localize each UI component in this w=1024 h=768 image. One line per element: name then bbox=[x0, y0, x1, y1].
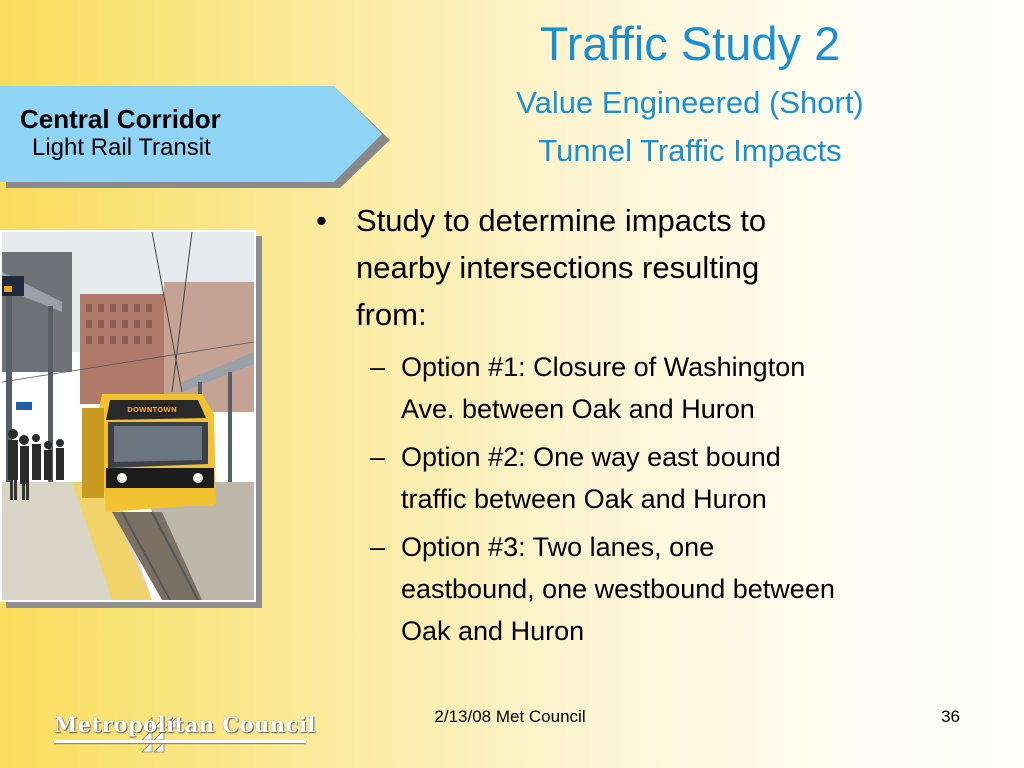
option-3-line-1: Option #3: Two lanes, one bbox=[401, 532, 715, 562]
main-bullet-line-3: from: bbox=[356, 297, 427, 332]
main-bullet-line-2: nearby intersections resulting bbox=[356, 250, 760, 285]
sub-bullet-dash: – bbox=[370, 442, 386, 472]
slide-number: 36 bbox=[941, 707, 960, 726]
main-bullet bbox=[312, 197, 972, 338]
bullet-list bbox=[312, 197, 972, 652]
option-2-line-2: traffic between Oak and Huron bbox=[401, 484, 767, 514]
option-1-line-1: Option #1: Closure of Washington bbox=[401, 352, 806, 382]
main-bullet-line-1: Study to determine impacts to bbox=[356, 203, 767, 238]
badge-title: Central Corridor bbox=[20, 104, 221, 134]
photo-image bbox=[0, 230, 256, 602]
logo-underline bbox=[54, 740, 306, 743]
sub-bullet-option-2 bbox=[312, 436, 972, 520]
sub-bullet-option-3 bbox=[312, 526, 972, 652]
sub-bullet-option-1 bbox=[312, 346, 972, 430]
slide-subtitle-line-1: Value Engineered (Short) bbox=[516, 85, 864, 120]
bullet-dot: • bbox=[316, 203, 327, 238]
option-2-line-1: Option #2: One way east bound bbox=[401, 442, 781, 472]
option-3-line-2: eastbound, one westbound between bbox=[401, 574, 835, 604]
sub-bullet-dash: – bbox=[370, 532, 386, 562]
badge-subtitle: Light Rail Transit bbox=[32, 134, 211, 161]
train-station-illustration bbox=[2, 232, 254, 600]
met-council-logo-text: Metropolitan Council bbox=[54, 712, 316, 737]
light-rail-photo bbox=[0, 230, 262, 608]
footer-date: 2/13/08 Met Council bbox=[434, 707, 586, 726]
slide-subtitle-line-2: Tunnel Traffic Impacts bbox=[538, 133, 842, 168]
train-destination-sign: DOWNTOWN bbox=[127, 406, 177, 414]
slide-title: Traffic Study 2 bbox=[539, 17, 841, 70]
sub-bullet-dash: – bbox=[370, 352, 386, 382]
option-3-line-3: Oak and Huron bbox=[401, 616, 585, 646]
option-1-line-2: Ave. between Oak and Huron bbox=[401, 394, 755, 424]
